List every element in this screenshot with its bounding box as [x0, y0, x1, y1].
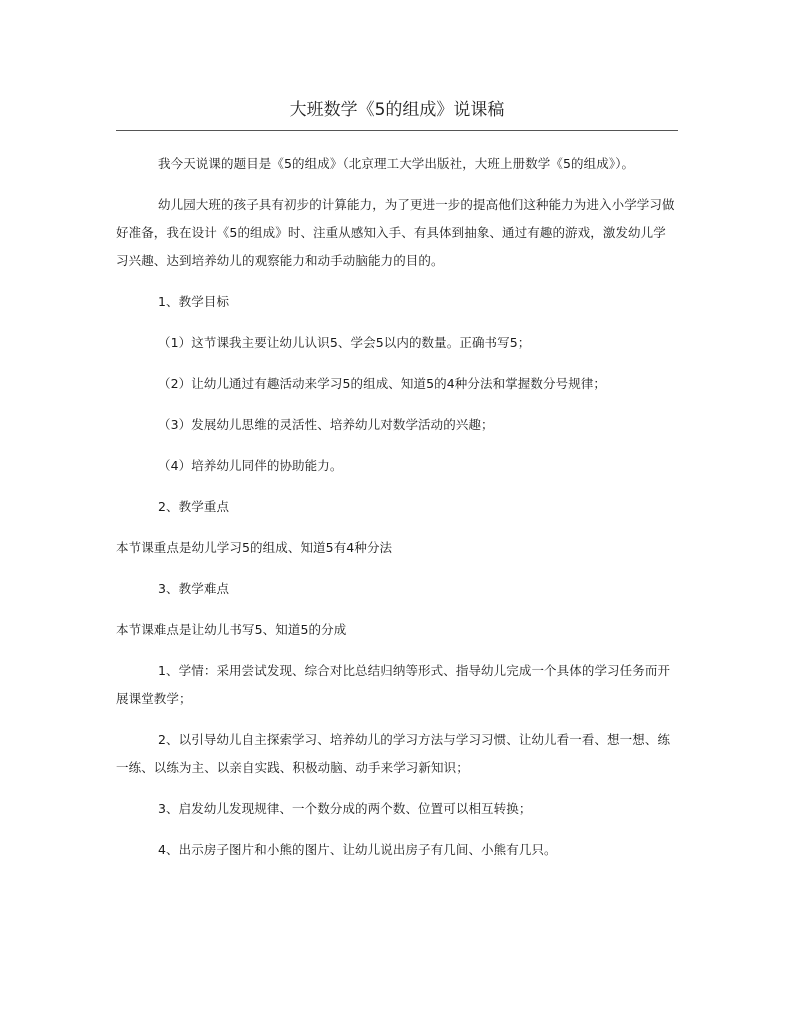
paragraph-intro: 我今天说课的题目是《5的组成》（北京理工大学出版社，大班上册数学《5的组成》）。 — [158, 156, 635, 171]
goal-item-4: （4）培养幼儿同伴的协助能力。 — [158, 458, 343, 473]
document-body — [116, 150, 678, 877]
goal-item-3: （3）发展幼儿思维的灵活性、培养幼儿对数学活动的兴趣； — [158, 417, 494, 432]
method-item-1: 1、学情：采用尝试发现、综合对比总结归纳等形式、指导幼儿完成一个具体的学习任务而开展课堂教学； — [116, 663, 671, 706]
method-item-4: 4、出示房子图片和小熊的图片、让幼儿说出房子有几间、小熊有几只。 — [158, 842, 557, 857]
goal-item-1: （1）这节课我主要让幼儿认识5、学会5以内的数量。正确书写5； — [158, 335, 531, 350]
goal-item-2: （2）让幼儿通过有趣活动来学习5的组成、知道5的4种分法和掌握数分号规律； — [158, 376, 607, 391]
method-item-2: 2、以引导幼儿自主探索学习、培养幼儿的学习方法与学习习惯、让幼儿看一看、想一想、练一练、以练为主、以亲自实践、积极动脑、动手来学习新知识； — [116, 732, 671, 775]
page-title: 大班数学《5的组成》说课稿 — [289, 100, 505, 120]
paragraph-background: 幼儿园大班的孩子具有初步的计算能力，为了更进一步的提高他们这种能力为进入小学学习做好准备，我在设计《5的组成》时、注重从感知入手、有具体到抽象、通过有趣的游戏，激发幼儿学习兴趣、达到培养幼儿的观察能力和动手动脑能力的目的。 — [116, 197, 675, 268]
key-points-text: 本节课重点是幼儿学习5的组成、知道5有4种分法 — [116, 540, 393, 555]
method-item-3: 3、启发幼儿发现规律、一个数分成的两个数、位置可以相互转换； — [158, 801, 532, 816]
difficult-points-text: 本节课难点是让幼儿书写5、知道5的分成 — [116, 622, 347, 637]
heading-teaching-goals: 1、教学目标 — [158, 294, 230, 309]
heading-key-points: 2、教学重点 — [158, 499, 230, 514]
heading-difficult-points: 3、教学难点 — [158, 581, 230, 596]
title-divider — [116, 130, 678, 131]
